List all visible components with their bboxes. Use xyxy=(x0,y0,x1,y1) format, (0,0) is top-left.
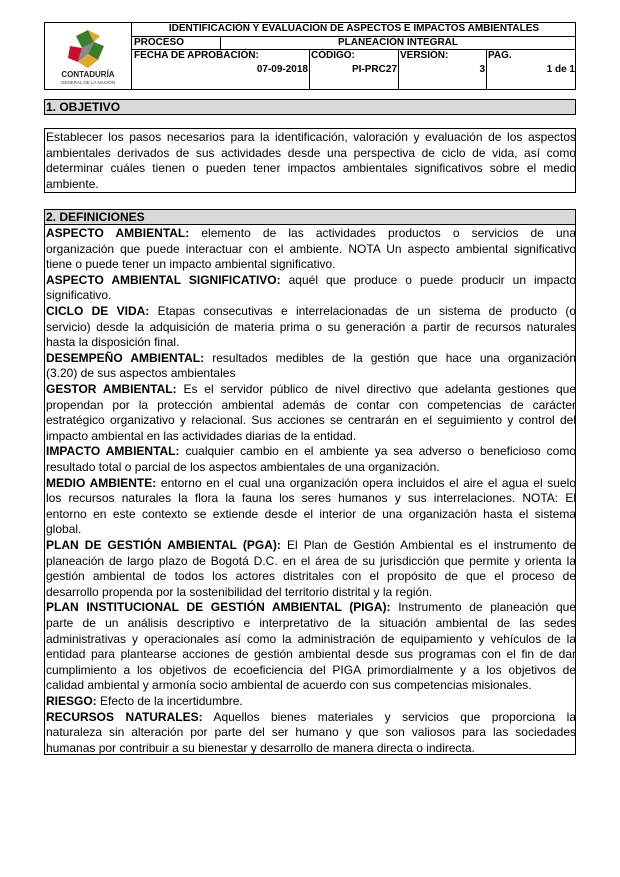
definition-term: PLAN INSTITUCIONAL DE GESTIÓN AMBIENTAL (PIGA): xyxy=(46,600,391,615)
definition-text: propendan por la protección ambiental además de contar con competencias de carácter xyxy=(46,397,576,412)
definition-term: GESTOR AMBIENTAL: xyxy=(46,382,177,396)
definition-line xyxy=(46,398,576,414)
definition-term-line xyxy=(46,226,576,242)
definition-term: RIESGO: xyxy=(46,694,97,708)
definition-text: organización que puede interactuar con el ambiente. NOTA Un aspecto ambiental significativo xyxy=(46,241,576,256)
definition-line xyxy=(46,335,576,351)
fecha-label: FECHA DE APROBACIÓN: xyxy=(134,50,259,61)
definition-text: planeación de largo plazo de Bogotá D.C. en el área de su jurisdicción que permite y orienta la xyxy=(46,553,576,568)
definition-line xyxy=(46,413,576,429)
objetivo-line: Establecer los pasos necesarios para la identificación, valoración y evaluación de los aspectos xyxy=(46,130,576,144)
definition-text: El Plan de Gestión Ambiental es el instrumento de xyxy=(280,538,576,552)
definition-text: naturaleza sin alteración por parte del ser humano y que son valiosos para las sociedades xyxy=(46,725,576,740)
objetivo-box xyxy=(44,128,576,193)
definiciones-heading: 2. DEFINICIONES xyxy=(44,209,576,225)
definition-text: cualquier cambio en el ambiente ya sea adverso o beneficioso como xyxy=(179,444,577,459)
definition-text: estratégico organizativo y relacional. Sus acciones se centrarán en el seguimiento y control del xyxy=(46,413,576,428)
definition-line xyxy=(46,320,576,336)
definition-text: Efecto de la incertidumbre. xyxy=(96,694,243,708)
page-value: 1 de 1 xyxy=(546,64,575,75)
version-label: VERSIÓN: xyxy=(400,50,449,61)
definition-text: Es el servidor público de nivel directivo que adelanta gestiones que xyxy=(176,382,576,396)
codigo-value: PI-PRC27 xyxy=(351,64,397,75)
document-title: IDENTIFICACIÓN Y EVALUACIÓN DE ASPECTOS E IMPACTOS AMBIENTALES xyxy=(168,23,540,34)
fecha-value: 07-09-2018 xyxy=(256,64,308,75)
definition-line xyxy=(46,616,576,632)
definition-line xyxy=(46,429,576,445)
definition-term: ASPECTO AMBIENTAL: xyxy=(46,226,190,240)
definition-line xyxy=(46,678,576,694)
definition-term-line xyxy=(46,476,576,492)
definition-line xyxy=(46,242,576,258)
definition-term-line xyxy=(46,710,576,726)
definition-text: cumplimiento a los objetivos de ecoeficiencia del PIGA primordialmente y a los objetivos de xyxy=(46,662,576,677)
definition-line xyxy=(46,632,576,648)
definition-text: gestión ambiental de todos los actores distritales con el propósito de que el proceso de xyxy=(46,569,576,584)
definition-line xyxy=(46,522,576,538)
definition-text: humanas por contribuir a su bienestar y desarrollo de manera directa o indirecta. xyxy=(46,740,475,755)
definition-text: elemento de las actividades productos o servicios de una xyxy=(189,226,576,240)
page-label: PAG. xyxy=(488,50,512,61)
definition-text: significativo. xyxy=(46,288,112,303)
definition-term-line xyxy=(46,304,576,320)
definiciones-box xyxy=(44,225,576,755)
proceso-label: PROCESO xyxy=(134,37,185,48)
proceso-value: PLANEACIÓN INTEGRAL xyxy=(338,37,458,48)
definition-text: resultados medibles de la gestión que hace una organización xyxy=(204,350,577,365)
definition-term: ASPECTO AMBIENTAL SIGNIFICATIVO: xyxy=(46,272,281,287)
definition-line xyxy=(46,647,576,663)
definition-term: RECURSOS NATURALES: xyxy=(46,709,203,724)
definition-line xyxy=(46,569,576,585)
definition-line xyxy=(46,507,576,523)
definition-text: Etapas consecutivas e interrelacionadas de un sistema de producto (o xyxy=(149,304,576,318)
definition-text: aquél que produce o puede producir un impacto xyxy=(280,272,576,287)
definition-term: CICLO DE VIDA: xyxy=(46,304,150,318)
org-name: CONTADURÍA xyxy=(61,70,115,79)
definition-term: MEDIO AMBIENTE: xyxy=(46,475,157,490)
definition-text: desarrollo propenda por la sostenibilidad del territorio distrital y la región. xyxy=(46,584,433,599)
definition-line xyxy=(46,663,576,679)
definition-text: tiene o puede tener un impacto ambiental significativo. xyxy=(46,257,336,272)
definition-term-line xyxy=(46,600,576,616)
definition-term: PLAN DE GESTIÓN AMBIENTAL (PGA): xyxy=(46,538,281,552)
definition-line xyxy=(46,257,576,273)
definition-term-line xyxy=(46,538,576,554)
definition-line xyxy=(46,741,576,757)
definition-line xyxy=(46,585,576,601)
definition-text: parte de un análisis descriptivo e interpretativo de la situación ambiental de las sedes xyxy=(46,616,576,630)
definition-text: impacto ambiental en las actividades diarias de la entidad. xyxy=(46,428,357,443)
objetivo-line: ambiente. xyxy=(46,176,99,191)
definition-text: los recursos naturales la flora la fauna los seres humanos y sus interrelaciones. NOTA: El xyxy=(46,491,576,506)
definition-term-line xyxy=(46,694,576,710)
definition-term-line xyxy=(46,382,576,398)
definition-text: entorno en el cual una organización opera incluidos el aire el agua el suelo xyxy=(156,475,576,490)
org-subname: GENERAL DE LA NACIÓN xyxy=(60,80,116,85)
definition-text: entidad para plantearse acciones de gestión ambiental desde sus programas con el fin de dar xyxy=(46,647,576,662)
definition-text: administrativas y operacionales así como la administración de equipamiento y vehículos de la xyxy=(46,631,576,646)
definition-text: Instrumento de planeación que xyxy=(390,600,576,615)
definition-term-line xyxy=(46,351,576,367)
definition-term-line xyxy=(46,273,576,289)
definition-text: hasta la disposición final. xyxy=(46,335,180,350)
definition-text: calidad ambiental y armonía socio ambiental de acuerdo con sus competencias misionales. xyxy=(46,678,532,693)
definition-term: DESEMPEÑO AMBIENTAL: xyxy=(46,350,205,365)
definition-line xyxy=(46,554,576,570)
version-value: 3 xyxy=(479,64,485,75)
definition-text: (3.20) de sus aspectos ambientales xyxy=(46,366,236,381)
definition-text: resultado total o parcial de los aspectos ambientales de una organización. xyxy=(46,460,440,474)
definition-term-line xyxy=(46,444,576,460)
logo-cell xyxy=(44,22,132,90)
definition-line xyxy=(46,491,576,507)
codigo-label: CÓDIGO: xyxy=(311,50,355,61)
objetivo-heading: 1. OBJETIVO xyxy=(44,99,576,115)
objetivo-line: determinar cuáles tienen o pueden tener impactos ambientales significativos sobre el medio xyxy=(46,161,576,175)
definition-text: servicio) desde la adquisición de materia prima o su generación a partir de recursos naturales xyxy=(46,319,576,334)
definition-term: IMPACTO AMBIENTAL: xyxy=(46,444,180,459)
definition-line xyxy=(46,725,576,741)
definition-line xyxy=(46,460,576,476)
definition-text: Aquellos bienes materiales y servicios que proporciona la xyxy=(202,709,576,724)
definition-text: global. xyxy=(46,522,82,537)
definition-text: entorno en este contexto se extiende desde el interior de una organización hasta el sistema xyxy=(46,506,576,521)
objetivo-line: ambientales derivados de sus actividades desde una perspectiva de ciclo de vida, así como xyxy=(46,145,576,160)
definition-line xyxy=(46,366,576,382)
definition-line xyxy=(46,288,576,304)
